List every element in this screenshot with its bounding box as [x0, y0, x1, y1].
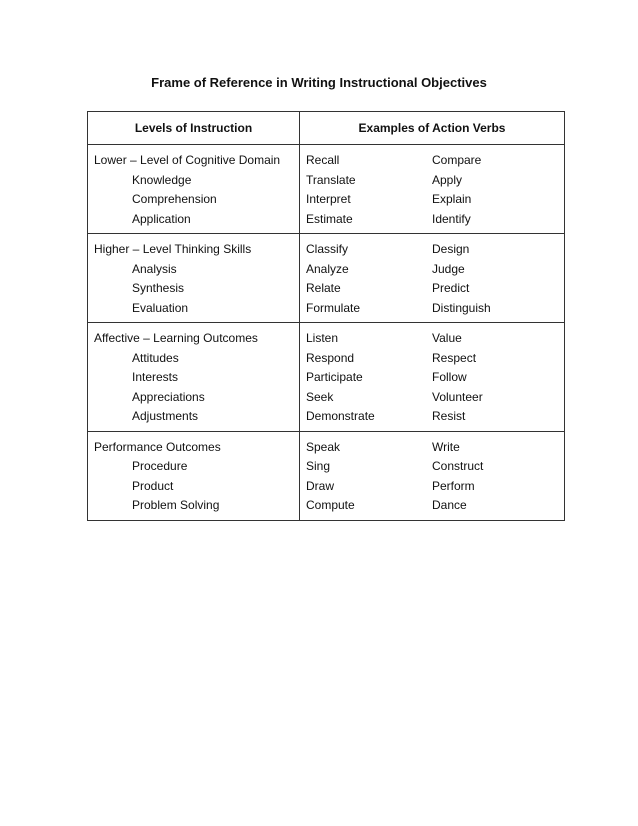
- action-verb: Respect: [432, 350, 477, 365]
- action-verb: Formulate: [306, 300, 361, 315]
- verb-pair: [300, 496, 564, 516]
- verb-pair: [300, 279, 564, 299]
- verb-pair: [300, 240, 564, 260]
- verb-pair: [300, 260, 564, 280]
- sublevel-label: Evaluation: [132, 300, 189, 315]
- action-verb: Perform: [432, 478, 475, 493]
- verb-pair: [300, 171, 564, 191]
- level-label: Higher – Level Thinking Skills: [94, 242, 252, 256]
- action-verb: Predict: [432, 281, 470, 295]
- action-verb: Identify: [432, 211, 471, 226]
- action-verb: Design: [432, 242, 470, 256]
- document-title: Frame of Reference in Writing Instructional Objectives: [151, 75, 487, 90]
- action-verb: Relate: [306, 281, 341, 295]
- verb-pair: [300, 407, 564, 427]
- action-verb: Listen: [306, 331, 339, 345]
- objectives-table: [87, 111, 565, 521]
- verb-pair: [300, 190, 564, 210]
- action-verb: Draw: [306, 478, 335, 493]
- table-row: [88, 145, 565, 234]
- levels-header: Levels of Instruction: [88, 112, 300, 145]
- verbs-cell: [300, 323, 565, 432]
- level-cell: [88, 145, 300, 234]
- action-verb: Participate: [306, 370, 363, 384]
- sublevel-label: Synthesis: [132, 281, 185, 295]
- verb-pair: [300, 457, 564, 477]
- verbs-header: Examples of Action Verbs: [300, 112, 565, 145]
- level-cell: [88, 431, 300, 520]
- action-verb: Demonstrate: [306, 409, 375, 423]
- table-body: [88, 145, 565, 521]
- action-verb: Compute: [306, 498, 355, 512]
- level-label: Lower – Level of Cognitive Domain: [94, 153, 281, 167]
- sublevel-label: Product: [132, 478, 174, 493]
- action-verb: Interpret: [306, 192, 351, 206]
- level-cell: [88, 323, 300, 432]
- verb-pair: [300, 299, 564, 319]
- verbs-cell: [300, 234, 565, 323]
- table-row: [88, 323, 565, 432]
- sublevel-label: Procedure: [132, 459, 188, 473]
- action-verb: Recall: [306, 153, 340, 167]
- table-row: [88, 431, 565, 520]
- sublevel-label: Appreciations: [132, 389, 205, 404]
- action-verb: Compare: [432, 153, 482, 167]
- sublevel-label: Comprehension: [132, 192, 217, 206]
- action-verb: Distinguish: [432, 300, 491, 315]
- action-verb: Judge: [432, 261, 465, 276]
- sublevel-label: Adjustments: [132, 409, 199, 423]
- action-verb: Dance: [432, 498, 467, 512]
- action-verb: Sing: [306, 459, 331, 473]
- sublevel-label: Knowledge: [132, 172, 192, 187]
- level-label: Performance Outcomes: [94, 439, 221, 454]
- verbs-cell: [300, 431, 565, 520]
- verb-pair: [300, 210, 564, 230]
- action-verb: Construct: [432, 459, 484, 473]
- action-verb: Resist: [432, 409, 466, 423]
- action-verb: Classify: [306, 242, 349, 256]
- table-row: [88, 234, 565, 323]
- action-verb: Speak: [306, 439, 341, 454]
- sublevel-label: Analysis: [132, 261, 177, 276]
- sublevel-label: Problem Solving: [132, 498, 220, 512]
- action-verb: Write: [432, 439, 460, 454]
- verb-pair: [300, 349, 564, 369]
- verb-pair: [300, 368, 564, 388]
- action-verb: Estimate: [306, 211, 353, 226]
- sublevel-label: Interests: [132, 370, 179, 384]
- action-verb: Apply: [432, 172, 463, 187]
- level-label: Affective – Learning Outcomes: [94, 331, 258, 345]
- action-verb: Explain: [432, 192, 472, 206]
- level-cell: [88, 234, 300, 323]
- verb-pair: [300, 388, 564, 408]
- action-verb: Respond: [306, 350, 355, 365]
- verbs-cell: [300, 145, 565, 234]
- action-verb: Translate: [306, 172, 356, 187]
- action-verb: Value: [432, 331, 462, 345]
- sublevel-label: Attitudes: [132, 350, 179, 365]
- verb-pair: [300, 477, 564, 497]
- action-verb: Seek: [306, 389, 334, 404]
- action-verb: Analyze: [306, 261, 349, 276]
- table-header-row: [88, 112, 565, 145]
- action-verb: Volunteer: [432, 389, 483, 404]
- verb-pair: [300, 329, 564, 349]
- sublevel-label: Application: [132, 211, 191, 226]
- verb-pair: [300, 438, 564, 458]
- verb-pair: [300, 151, 564, 171]
- action-verb: Follow: [432, 370, 467, 384]
